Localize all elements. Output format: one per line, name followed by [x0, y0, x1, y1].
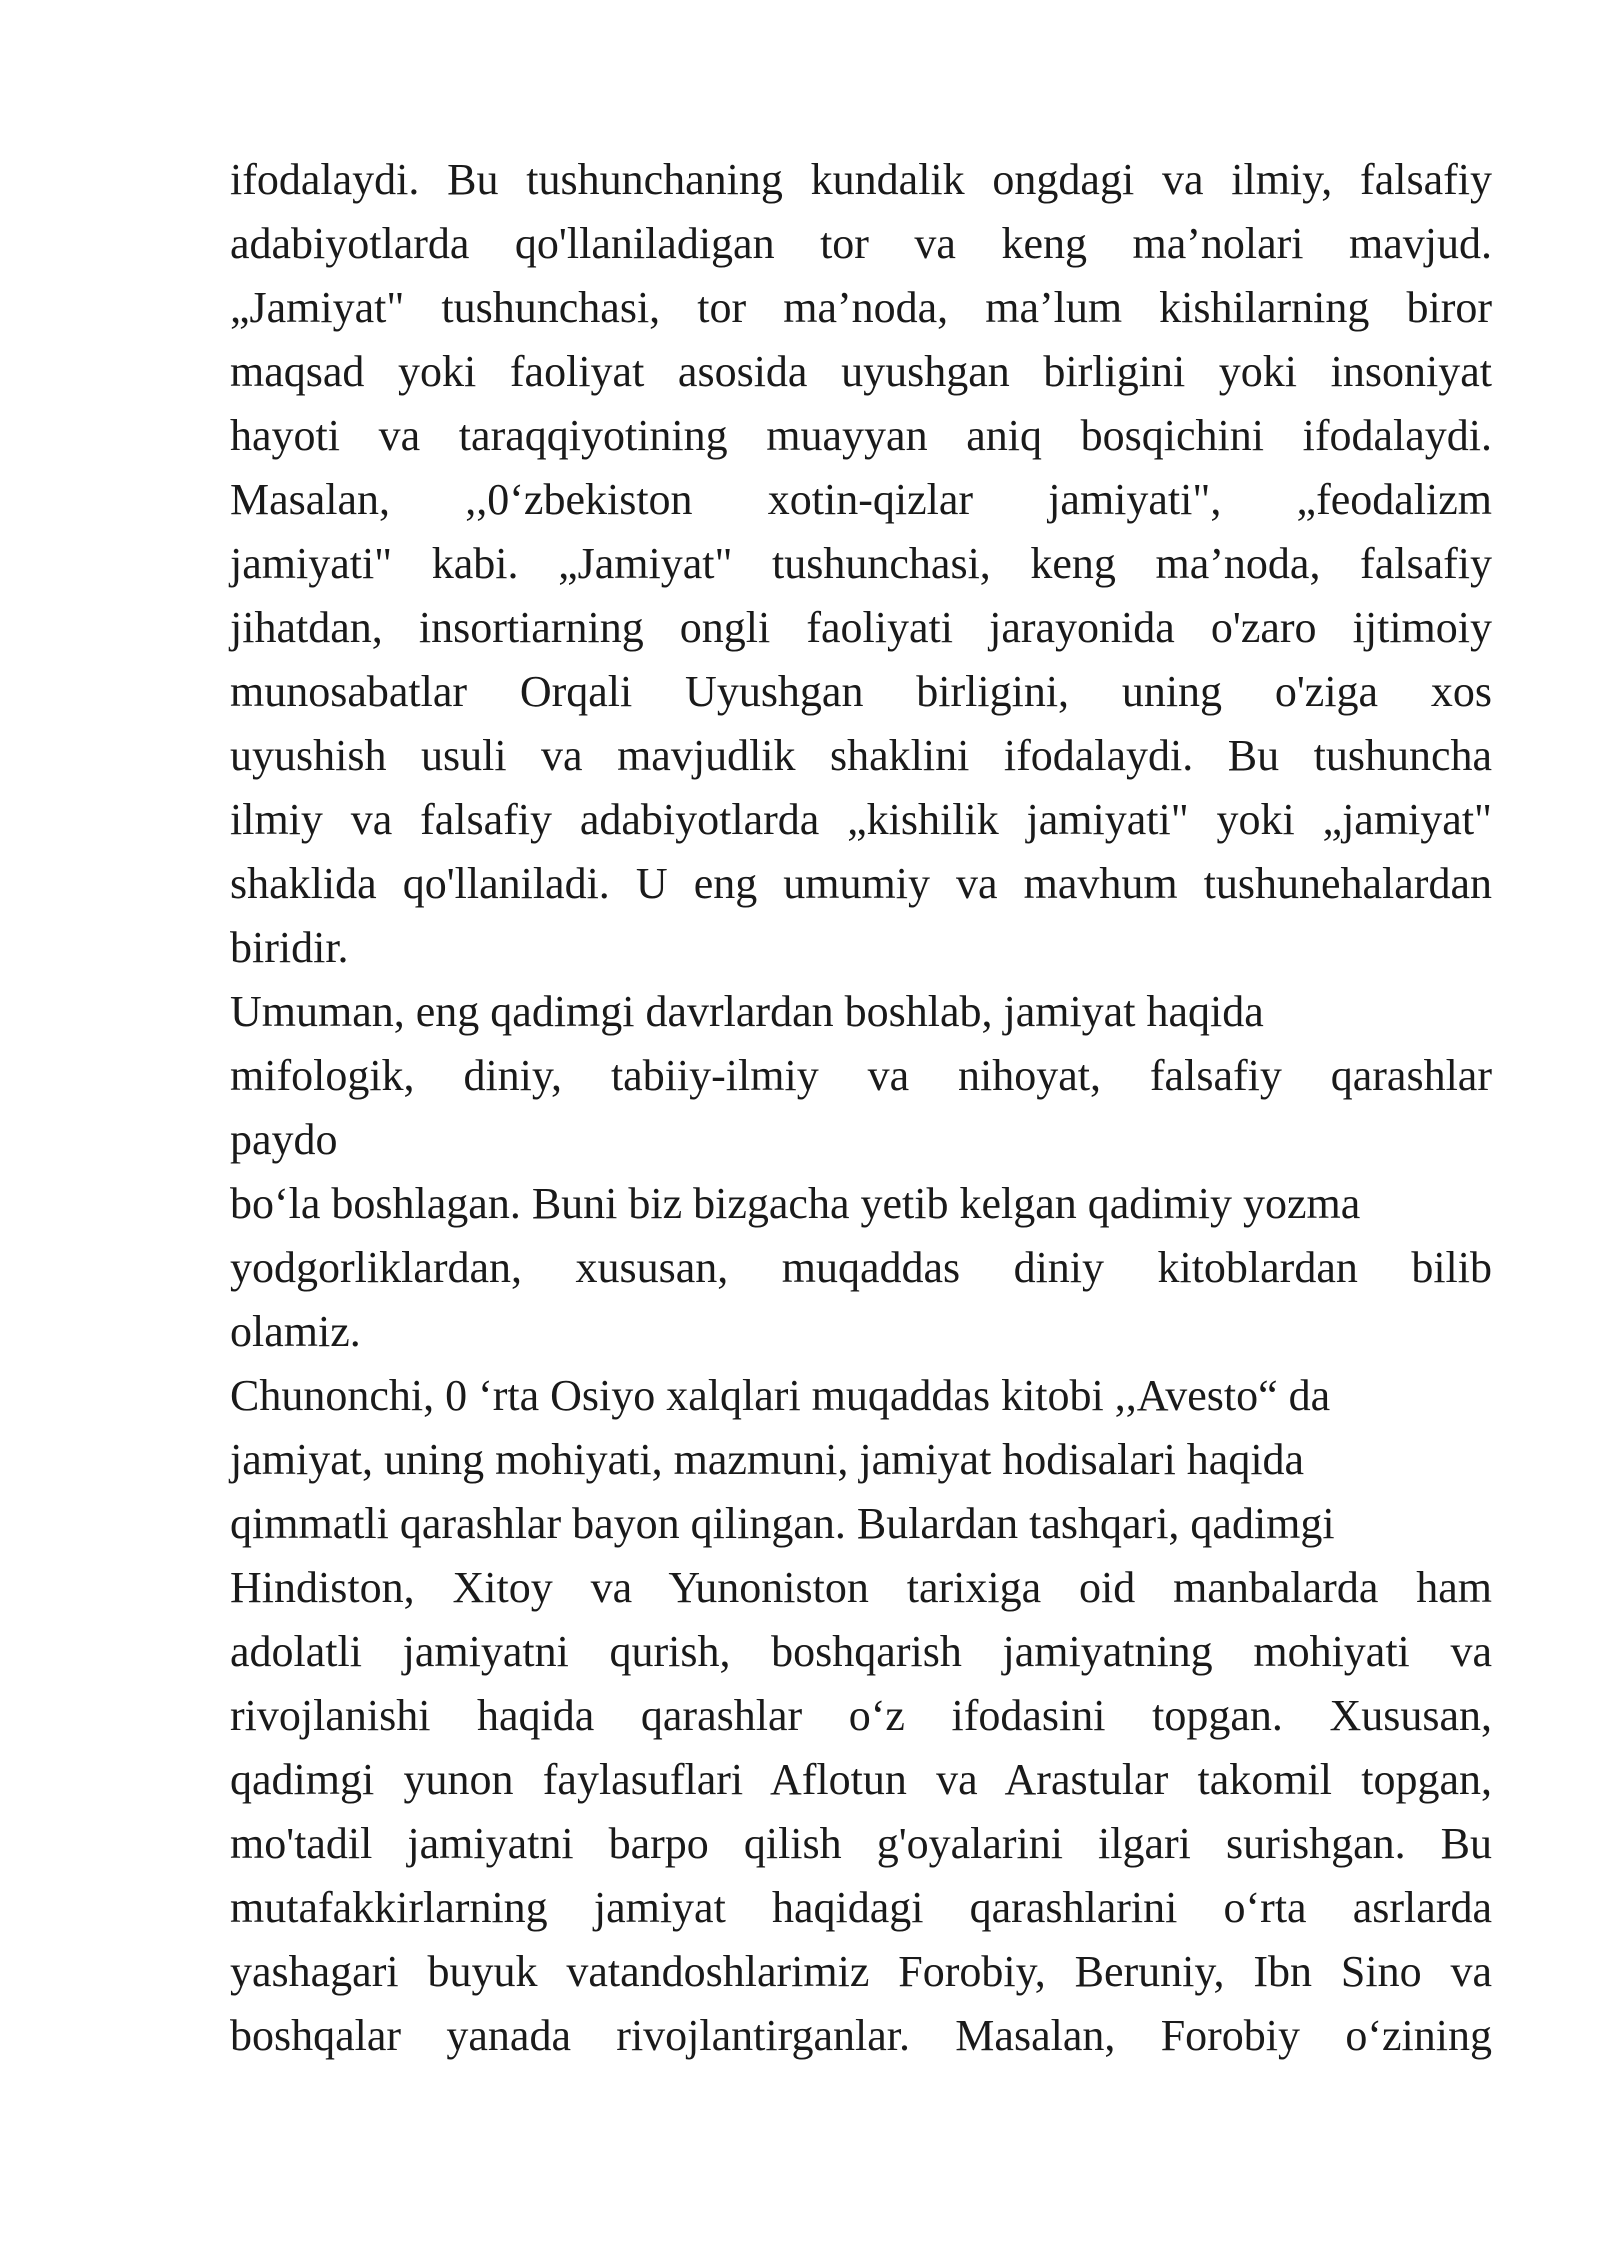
text-line: biridir.	[230, 923, 349, 972]
text-line: Chunonchi, 0 ‘rta Osiyo xalqlari muqaddas kitobi ,,Avesto“ da	[230, 1371, 1331, 1420]
text-line: uyushish usuli va mavjudlik shaklini ifodalaydi. Bu tushuncha	[230, 731, 1492, 780]
text-line: Masalan, ,,0‘zbekiston xotin-qizlar jamiyati", „feodalizm	[230, 475, 1492, 524]
text-line: jihatdan, insortiarning ongli faoliyati jarayonida o'zaro ijtimoiy	[230, 603, 1492, 652]
text-line: ifodalaydi. Bu tushunchaning kundalik ongdagi va ilmiy, falsafiy	[230, 155, 1492, 204]
text-line: rivojlanishi haqida qarashlar o‘z ifodasini topgan. Xususan,	[230, 1691, 1492, 1740]
text-line: bo‘la boshlagan. Buni biz bizgacha yetib kelgan qadimiy yozma	[230, 1179, 1361, 1228]
text-line: Hindiston, Xitoy va Yunoniston tarixiga oid manbalarda ham	[230, 1563, 1492, 1612]
text-line: mo'tadil jamiyatni barpo qilish g'oyalarini ilgari surishgan. Bu	[230, 1819, 1492, 1868]
text-line: hayoti va taraqqiyotining muayyan aniq bosqichini ifodalaydi.	[230, 411, 1492, 460]
text-line: jamiyat, uning mohiyati, mazmuni, jamiyat hodisalari haqida	[230, 1435, 1305, 1484]
text-line: shaklida qo'llaniladi. U eng umumiy va mavhum tushunehalardan	[230, 859, 1492, 908]
text-line: olamiz.	[230, 1307, 361, 1356]
text-line: mutafakkirlarning jamiyat haqidagi qarashlarini o‘rta asrlarda	[230, 1883, 1492, 1932]
document-body	[230, 148, 1492, 2068]
text-line: qimmatli qarashlar bayon qilingan. Bulardan tashqari, qadimgi	[230, 1499, 1335, 1548]
text-line: jamiyati" kabi. „Jamiyat" tushunchasi, keng ma’noda, falsafiy	[230, 539, 1492, 588]
text-line: adolatli jamiyatni qurish, boshqarish jamiyatning mohiyati va	[230, 1627, 1492, 1676]
text-line: ilmiy va falsafiy adabiyotlarda „kishilik jamiyati" yoki „jamiyat"	[230, 795, 1492, 844]
text-line: yodgorliklardan, xususan, muqaddas diniy kitoblardan bilib	[230, 1243, 1492, 1292]
text-line: boshqalar yanada rivojlantirganlar. Masalan, Forobiy o‘zining	[230, 2011, 1492, 2060]
text-line: „Jamiyat" tushunchasi, tor ma’noda, ma’lum kishilarning biror	[230, 283, 1492, 332]
text-line: qadimgi yunon faylasuflari Aflotun va Arastular takomil topgan,	[230, 1755, 1492, 1804]
text-line: paydo	[230, 1115, 338, 1164]
text-line: Umuman, eng qadimgi davrlardan boshlab, jamiyat haqida	[230, 987, 1264, 1036]
text-line: munosabatlar Orqali Uyushgan birligini, uning o'ziga xos	[230, 667, 1492, 716]
text-line: mifologik, diniy, tabiiy-ilmiy va nihoyat, falsafiy qarashlar	[230, 1051, 1492, 1100]
text-line: adabiyotlarda qo'llaniladigan tor va keng ma’nolari mavjud.	[230, 219, 1492, 268]
text-line: maqsad yoki faoliyat asosida uyushgan birligini yoki insoniyat	[230, 347, 1492, 396]
text-line: yashagari buyuk vatandoshlarimiz Forobiy, Beruniy, Ibn Sino va	[230, 1947, 1492, 1996]
